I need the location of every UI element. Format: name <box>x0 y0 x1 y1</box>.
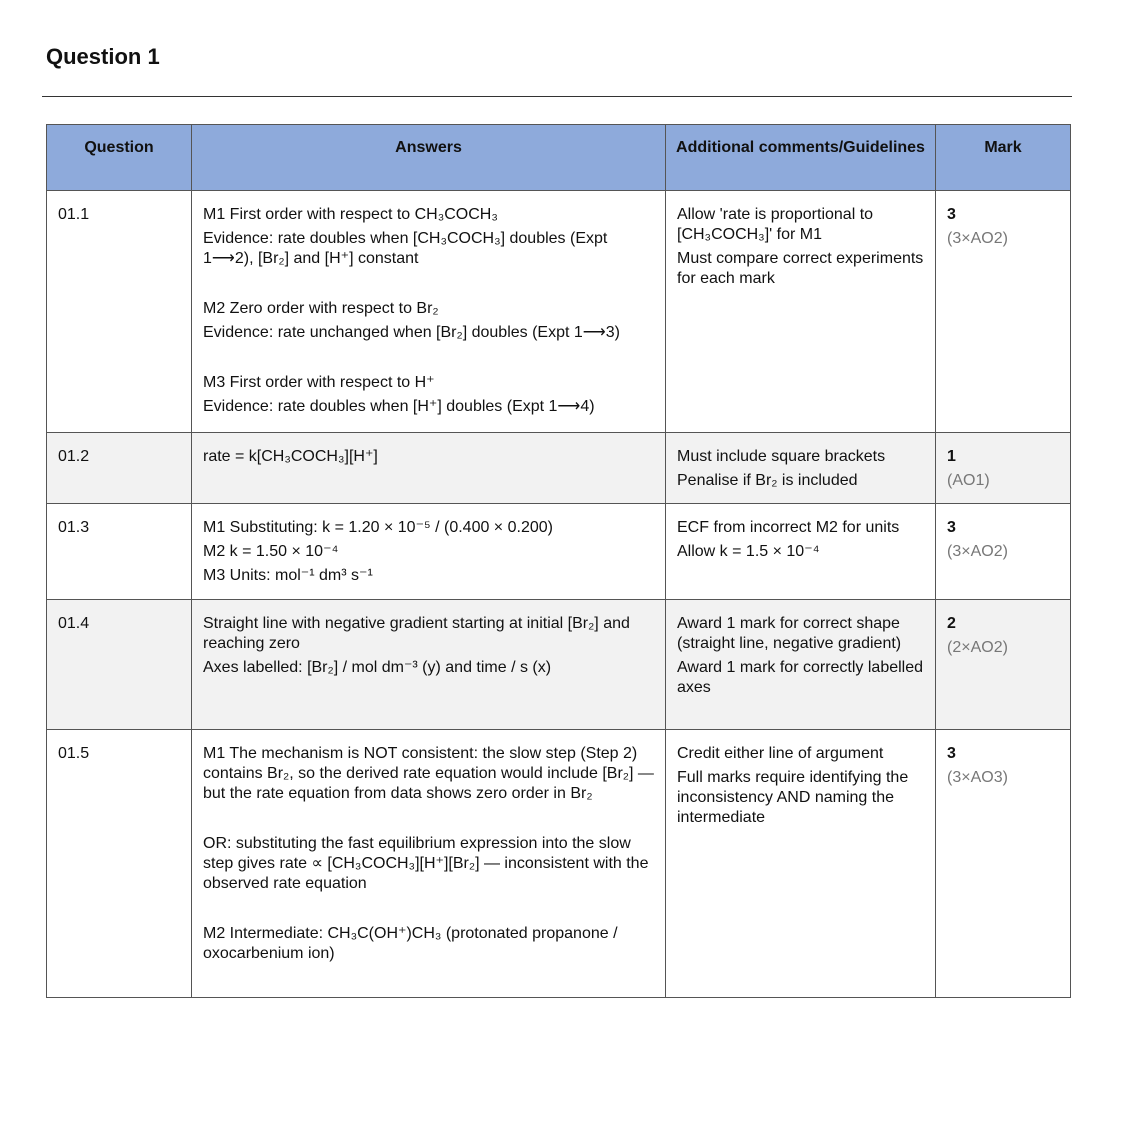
header-answers: Answers <box>192 125 666 191</box>
mark-scheme-table <box>46 124 1071 998</box>
answer-line: M3 First order with respect to H⁺ <box>203 374 435 391</box>
answers-cell <box>192 730 666 998</box>
answer-block <box>203 373 654 417</box>
answer-line: OR: substituting the fast equilibrium expression into the slow step gives rate ∝ [CH₃COCH₃][H⁺][Br₂] — inconsistent with the observed rate equation <box>203 835 649 892</box>
header-row <box>47 125 1071 191</box>
page-title: Question 1 <box>46 44 160 69</box>
mark-cell <box>936 730 1071 998</box>
table-row <box>47 730 1071 998</box>
answer-line: M1 The mechanism is NOT consistent: the slow step (Step 2) contains Br₂, so the derived rate equation would include [Br₂] — but the rate equation from data shows zero order in Br₂ <box>203 745 654 802</box>
mark-cell <box>936 433 1071 504</box>
answers-cell <box>192 600 666 730</box>
comment-line: Award 1 mark for correct shape (straight line, negative gradient) <box>677 615 902 652</box>
answers-cell <box>192 191 666 433</box>
question-number: 01.1 <box>47 191 192 433</box>
answer-line: M2 Intermediate: CH₃C(OH⁺)CH₃ (protonated propanone / oxocarbenium ion) <box>203 925 618 962</box>
comment-line: Allow 'rate is proportional to [CH₃COCH₃]' for M1 <box>677 206 874 243</box>
mark-value: 3 <box>947 745 956 762</box>
comment-line: Credit either line of argument <box>677 745 884 762</box>
comment-line: Allow k = 1.5 × 10⁻⁴ <box>677 543 820 560</box>
answer-line: M2 k = 1.50 × 10⁻⁴ <box>203 543 339 560</box>
answer-block <box>203 299 654 343</box>
assessment-objective: (2×AO2) <box>947 639 1008 656</box>
answer-line: Evidence: rate doubles when [H⁺] doubles (Expt 1⟶4) <box>203 398 595 415</box>
comment-line: Penalise if Br₂ is included <box>677 472 858 489</box>
comments-cell <box>666 191 936 433</box>
mark-value: 3 <box>947 206 956 223</box>
answer-line: Axes labelled: [Br₂] / mol dm⁻³ (y) and time / s (x) <box>203 659 552 676</box>
answer-line: rate = k[CH₃COCH₃][H⁺] <box>203 448 378 465</box>
table-row <box>47 600 1071 730</box>
title-divider <box>42 96 1072 97</box>
comment-line: Must include square brackets <box>677 448 886 465</box>
comments-cell <box>666 433 936 504</box>
mark-value: 1 <box>947 448 956 465</box>
table-row <box>47 504 1071 600</box>
answers-cell <box>192 433 666 504</box>
assessment-objective: (AO1) <box>947 472 990 489</box>
answers-cell <box>192 504 666 600</box>
mark-cell <box>936 600 1071 730</box>
answer-line: M2 Zero order with respect to Br₂ <box>203 300 439 317</box>
header-question: Question <box>47 125 192 191</box>
assessment-objective: (3×AO3) <box>947 769 1008 786</box>
answer-block <box>203 205 654 269</box>
header-mark: Mark <box>936 125 1071 191</box>
answer-line: M3 Units: mol⁻¹ dm³ s⁻¹ <box>203 567 373 584</box>
question-number: 01.2 <box>47 433 192 504</box>
answer-line: M1 First order with respect to CH₃COCH₃ <box>203 206 498 223</box>
assessment-objective: (3×AO2) <box>947 543 1008 560</box>
comments-cell <box>666 504 936 600</box>
question-number: 01.5 <box>47 730 192 998</box>
mark-cell <box>936 504 1071 600</box>
header-comments: Additional comments/Guidelines <box>666 125 936 191</box>
comment-line: Award 1 mark for correctly labelled axes <box>677 659 924 696</box>
mark-cell <box>936 191 1071 433</box>
assessment-objective: (3×AO2) <box>947 230 1008 247</box>
comment-line: Full marks require identifying the inconsistency AND naming the intermediate <box>677 769 909 826</box>
table-row <box>47 191 1071 433</box>
comment-line: ECF from incorrect M2 for units <box>677 519 900 536</box>
comments-cell <box>666 730 936 998</box>
comments-cell <box>666 600 936 730</box>
question-number: 01.4 <box>47 600 192 730</box>
answer-line: M1 Substituting: k = 1.20 × 10⁻⁵ / (0.400 × 0.200) <box>203 519 553 536</box>
answer-line: Straight line with negative gradient starting at initial [Br₂] and reaching zero <box>203 615 630 652</box>
answer-line: Evidence: rate unchanged when [Br₂] doubles (Expt 1⟶3) <box>203 324 620 341</box>
answer-line: Evidence: rate doubles when [CH₃COCH₃] doubles (Expt 1⟶2), [Br₂] and [H⁺] constant <box>203 230 608 267</box>
mark-value: 2 <box>947 615 956 632</box>
question-number: 01.3 <box>47 504 192 600</box>
mark-value: 3 <box>947 519 956 536</box>
comment-line: Must compare correct experiments for each mark <box>677 250 924 287</box>
table-row <box>47 433 1071 504</box>
